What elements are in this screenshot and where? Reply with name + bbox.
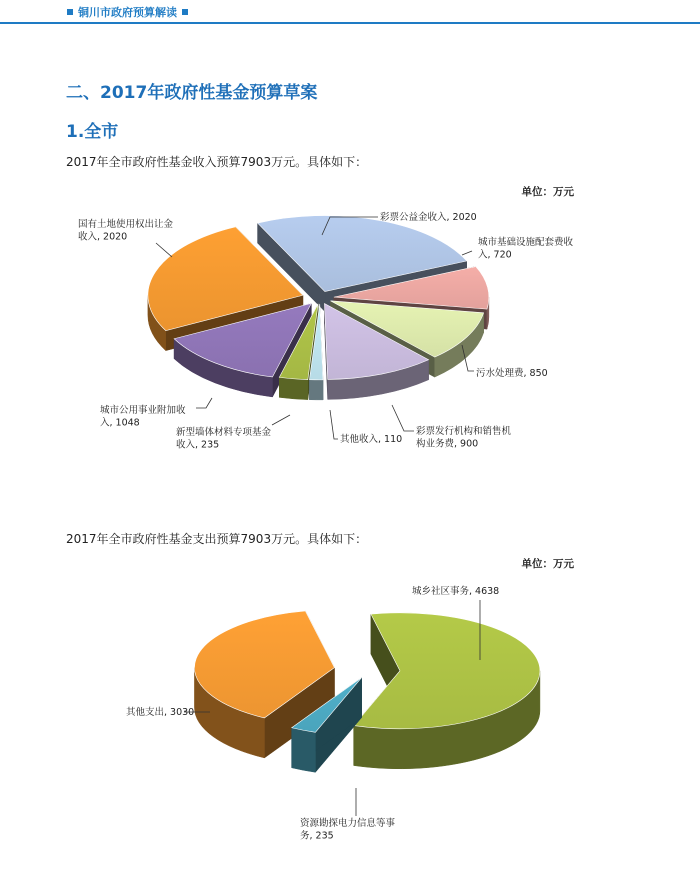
slice-label bbox=[78, 218, 174, 257]
slice-label-text: 其他收入, 110 bbox=[340, 434, 403, 445]
slice-label-text: 彩票公益金收入, 2020 bbox=[380, 212, 477, 223]
slice-label-text: 入, 1048 bbox=[100, 417, 140, 429]
slice-label-text: 彩票发行机构和销售机 bbox=[416, 426, 512, 437]
slice-label-text: 收入, 235 bbox=[176, 439, 220, 451]
slice-label bbox=[462, 345, 548, 379]
pie-slice bbox=[354, 613, 540, 769]
income-intro-text: 2017年全市政府性基金收入预算7903万元。具体如下： bbox=[66, 155, 368, 169]
header-title bbox=[62, 4, 193, 20]
income-unit-label: 单位：万元 bbox=[521, 186, 574, 198]
slice-label-text: 城市公用事业附加收 bbox=[100, 405, 186, 416]
slice-label-text: 城乡社区事务, 4638 bbox=[412, 586, 500, 597]
income-pie-chart bbox=[0, 195, 700, 475]
section-heading: 二、2017年政府性基金预算草案 bbox=[66, 83, 318, 103]
square-bullet-icon bbox=[182, 9, 188, 15]
slice-label-text: 构业务费, 900 bbox=[416, 438, 479, 450]
slice-label bbox=[462, 236, 574, 261]
expense-pie-chart bbox=[0, 570, 700, 860]
slice-label-text: 入, 720 bbox=[478, 249, 512, 261]
slice-label bbox=[330, 410, 402, 445]
square-bullet-icon bbox=[67, 9, 73, 15]
slice-label bbox=[176, 415, 290, 451]
slice-label-text: 收入, 2020 bbox=[78, 231, 128, 243]
slice-label-text: 资源勘探电力信息等事 bbox=[300, 818, 396, 829]
slice-label bbox=[100, 398, 212, 429]
section-subheading: 1.全市 bbox=[66, 122, 119, 142]
slice-label-text: 务, 235 bbox=[300, 830, 334, 842]
slice-label-text: 新型墙体材料专项基金 bbox=[176, 427, 272, 438]
slice-label-text: 城市基础设施配套费收 bbox=[478, 237, 574, 248]
slice-label bbox=[300, 788, 396, 842]
slice-label-text: 其他支出, 3030 bbox=[126, 707, 195, 718]
expense-intro-text: 2017年全市政府性基金支出预算7903万元。具体如下： bbox=[66, 532, 368, 546]
top-header-bar bbox=[0, 0, 700, 24]
slice-label-text: 污水处理费, 850 bbox=[476, 368, 548, 379]
header-title-text: 铜川市政府预算解读 bbox=[78, 6, 177, 19]
slice-label bbox=[392, 405, 512, 450]
expense-unit-label: 单位：万元 bbox=[521, 558, 574, 570]
slice-label-text: 国有土地使用权出让金 bbox=[78, 219, 174, 230]
